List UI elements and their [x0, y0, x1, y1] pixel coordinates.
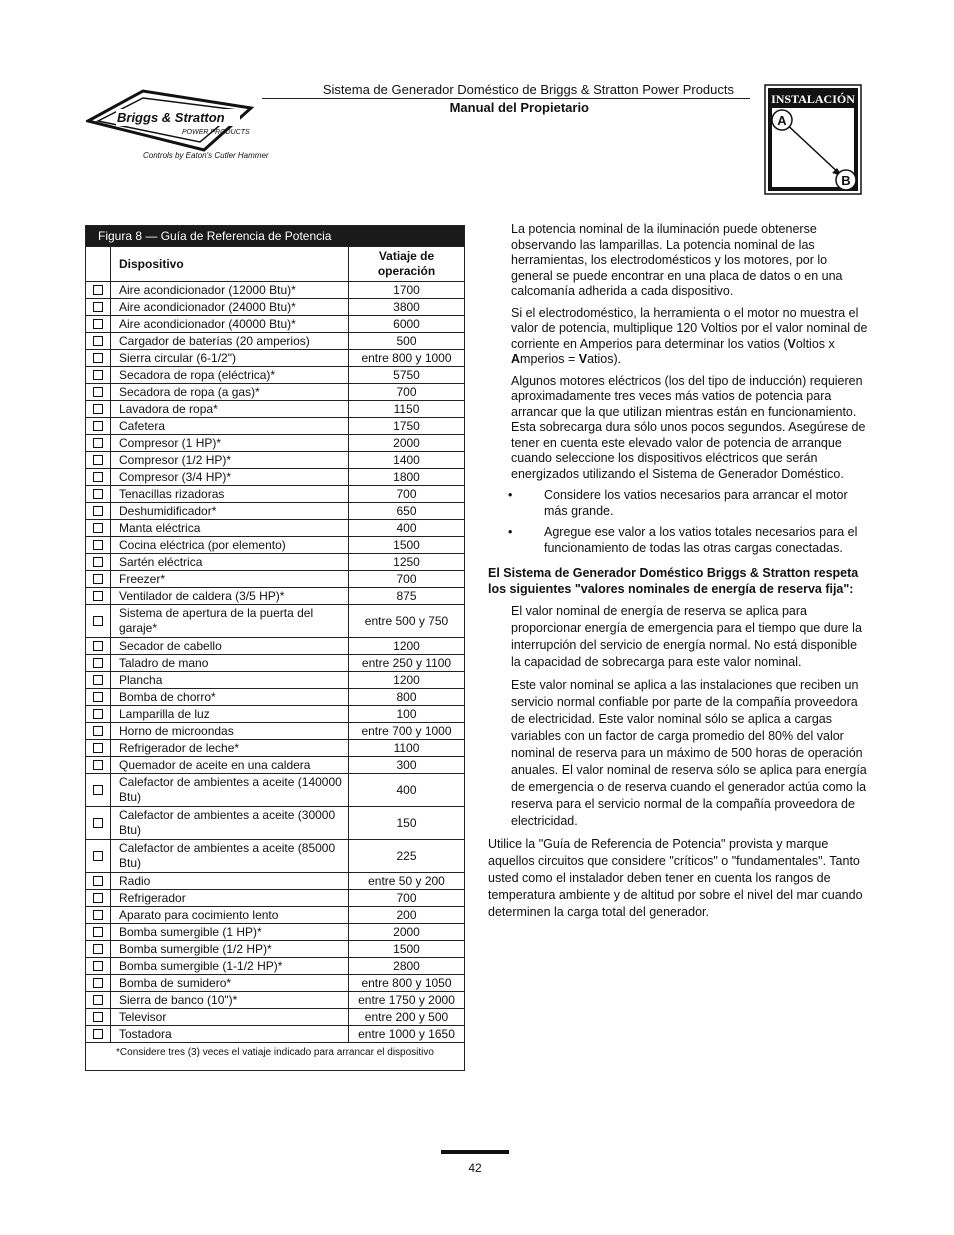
checkbox-icon[interactable] — [93, 489, 103, 499]
table-row — [86, 924, 464, 941]
device-cell: Plancha — [111, 672, 349, 689]
table-row — [86, 992, 464, 1009]
table-row — [86, 873, 464, 890]
device-cell: Radio — [111, 873, 349, 890]
checkbox-cell — [86, 1026, 111, 1043]
checkbox-cell — [86, 469, 111, 486]
checkbox-cell — [86, 452, 111, 469]
checkbox-cell — [86, 520, 111, 537]
checkbox-cell — [86, 1009, 111, 1026]
table-row — [86, 384, 464, 401]
device-cell: Horno de microondas — [111, 723, 349, 740]
table-row — [86, 452, 464, 469]
device-cell: Compresor (1/2 HP)* — [111, 452, 349, 469]
checkbox-icon[interactable] — [93, 387, 103, 397]
table-row — [86, 299, 464, 316]
table-row — [86, 350, 464, 367]
checkbox-cell — [86, 924, 111, 941]
watts-cell: 1800 — [349, 469, 465, 486]
device-cell: Bomba sumergible (1 HP)* — [111, 924, 349, 941]
table-row — [86, 638, 464, 655]
device-cell: Refrigerador — [111, 890, 349, 907]
bullet-item: • Considere los vatios necesarios para arrancar el motor más grande. — [508, 488, 848, 518]
device-cell: Aire acondicionador (40000 Btu)* — [111, 316, 349, 333]
watts-cell: 875 — [349, 588, 465, 605]
checkbox-icon[interactable] — [93, 421, 103, 431]
watts-cell: 700 — [349, 486, 465, 503]
watts-cell: 2000 — [349, 924, 465, 941]
table-row — [86, 401, 464, 418]
checkbox-icon[interactable] — [93, 353, 103, 363]
device-cell: Tenacillas rizadoras — [111, 486, 349, 503]
checkbox-cell — [86, 554, 111, 571]
device-cell: Tostadora — [111, 1026, 349, 1043]
checkbox-cell — [86, 435, 111, 452]
watts-cell: 400 — [349, 520, 465, 537]
paragraph-usage: Utilice la "Guía de Referencia de Potencia" provista y marque aquellos circuitos que considere "críticos" o "fundamentales". Tanto usted como el instalador deben tener en cuenta los rangos de temperatura ambiente y de altitud por sobre el nivel del mar cuando determinen la carga total del generador. — [488, 837, 863, 919]
watts-cell: 500 — [349, 333, 465, 350]
table-row — [86, 1026, 464, 1043]
checkbox-icon[interactable] — [93, 557, 103, 567]
checkbox-cell — [86, 975, 111, 992]
table-row — [86, 655, 464, 672]
checkbox-cell — [86, 958, 111, 975]
checkbox-icon[interactable] — [93, 944, 103, 954]
bullet-icon: • — [508, 488, 513, 502]
checkbox-icon[interactable] — [93, 910, 103, 920]
watts-cell: 1200 — [349, 638, 465, 655]
checkbox-cell — [86, 907, 111, 924]
device-cell: Quemador de aceite en una caldera — [111, 757, 349, 774]
checkbox-icon[interactable] — [93, 574, 103, 584]
table-header-row — [86, 247, 464, 282]
device-cell: Bomba sumergible (1/2 HP)* — [111, 941, 349, 958]
device-cell: Lamparilla de luz — [111, 706, 349, 723]
checkbox-icon[interactable] — [93, 851, 103, 861]
checkbox-cell — [86, 537, 111, 554]
checkbox-icon[interactable] — [93, 404, 103, 414]
checkbox-cell — [86, 418, 111, 435]
watts-cell: entre 250 y 1100 — [349, 655, 465, 672]
watts-cell: 1250 — [349, 554, 465, 571]
table-row — [86, 605, 464, 638]
device-cell: Secadora de ropa (eléctrica)* — [111, 367, 349, 384]
device-cell: Refrigerador de leche* — [111, 740, 349, 757]
watts-cell: entre 1750 y 2000 — [349, 992, 465, 1009]
device-cell: Calefactor de ambientes a aceite (30000 Btu) — [111, 807, 349, 840]
checkbox-cell — [86, 605, 111, 638]
checkbox-icon[interactable] — [93, 675, 103, 685]
checkbox-cell — [86, 757, 111, 774]
checkbox-icon[interactable] — [93, 370, 103, 380]
table-row — [86, 757, 464, 774]
device-cell: Calefactor de ambientes a aceite (140000 Btu) — [111, 774, 349, 807]
device-cell: Calefactor de ambientes a aceite (85000 Btu) — [111, 840, 349, 873]
watts-cell: 1750 — [349, 418, 465, 435]
checkbox-icon[interactable] — [93, 726, 103, 736]
body-text-column — [488, 222, 868, 927]
installation-label: INSTALACIÓN — [771, 92, 855, 106]
table-row — [86, 554, 464, 571]
watts-cell: 300 — [349, 757, 465, 774]
table-row — [86, 907, 464, 924]
checkbox-icon[interactable] — [93, 523, 103, 533]
page-number: 42 — [468, 1161, 482, 1175]
device-cell: Televisor — [111, 1009, 349, 1026]
checkbox-cell — [86, 503, 111, 520]
checkbox-icon[interactable] — [93, 961, 103, 971]
paragraph-standby: El valor nominal de energía de reserva se aplica para proporcionar energía de emergencia para el tiempo que dure la interrupción del servicio de energía normal. No está disponible la capacidad de sobrecarga para este valor nominal. — [511, 604, 862, 669]
table-row — [86, 723, 464, 740]
checkbox-cell — [86, 740, 111, 757]
checkbox-cell — [86, 316, 111, 333]
checkbox-cell — [86, 367, 111, 384]
device-cell: Sartén eléctrica — [111, 554, 349, 571]
checkbox-cell — [86, 655, 111, 672]
device-cell: Sierra circular (6-1/2") — [111, 350, 349, 367]
table-row — [86, 469, 464, 486]
watts-cell: entre 800 y 1000 — [349, 350, 465, 367]
table-row — [86, 367, 464, 384]
checkbox-icon[interactable] — [93, 785, 103, 795]
table-row — [86, 571, 464, 588]
watts-cell: 6000 — [349, 316, 465, 333]
watts-cell: entre 50 y 200 — [349, 873, 465, 890]
checkbox-cell — [86, 807, 111, 840]
device-cell: Compresor (3/4 HP)* — [111, 469, 349, 486]
watts-cell: 1400 — [349, 452, 465, 469]
watts-cell: 700 — [349, 384, 465, 401]
checkbox-cell — [86, 689, 111, 706]
device-cell: Bomba sumergible (1-1/2 HP)* — [111, 958, 349, 975]
power-reference-table — [85, 225, 465, 1071]
device-cell: Compresor (1 HP)* — [111, 435, 349, 452]
header-subtitle: Manual del Propietario — [449, 100, 589, 115]
watts-cell: 1500 — [349, 941, 465, 958]
table-row — [86, 941, 464, 958]
table-row — [86, 807, 464, 840]
table-row — [86, 520, 464, 537]
table-footnote: *Considere tres (3) veces el vatiaje indicado para arrancar el dispositivo — [116, 1047, 434, 1058]
checkbox-icon[interactable] — [93, 1012, 103, 1022]
checkbox-cell — [86, 299, 111, 316]
logo-tagline: Controls by Eaton's Cutler Hammer — [143, 151, 269, 160]
device-cell: Aparato para cocimiento lento — [111, 907, 349, 924]
checkbox-cell — [86, 840, 111, 873]
checkbox-cell — [86, 333, 111, 350]
watts-cell: 800 — [349, 689, 465, 706]
checkbox-icon[interactable] — [93, 658, 103, 668]
watts-cell: 1200 — [349, 672, 465, 689]
header-rule — [262, 98, 750, 99]
point-b-label: B — [841, 173, 851, 188]
checkbox-cell — [86, 941, 111, 958]
checkbox-cell — [86, 282, 111, 299]
watts-cell: 2800 — [349, 958, 465, 975]
checkbox-icon[interactable] — [93, 709, 103, 719]
watts-cell: entre 200 y 500 — [349, 1009, 465, 1026]
watts-cell: 100 — [349, 706, 465, 723]
device-cell: Sistema de apertura de la puerta del garaje* — [111, 605, 349, 638]
checkbox-icon[interactable] — [93, 319, 103, 329]
watts-cell: 400 — [349, 774, 465, 807]
device-cell: Sierra de banco (10")* — [111, 992, 349, 1009]
checkbox-cell — [86, 588, 111, 605]
table-row — [86, 537, 464, 554]
checkbox-icon[interactable] — [93, 302, 103, 312]
watts-cell: 700 — [349, 890, 465, 907]
checkbox-cell — [86, 706, 111, 723]
checkbox-cell — [86, 571, 111, 588]
device-cell: Bomba de sumidero* — [111, 975, 349, 992]
paragraph-volts-amps: Si el electrodoméstico, la herramienta o el motor no muestra el valor de potencia, multiplique 120 Voltios por el valor nominal de corriente en Amperios para determinar los vatios (Voltios x Amperios = Vatios). — [511, 305, 868, 366]
table-row — [86, 975, 464, 992]
checkbox-icon[interactable] — [93, 641, 103, 651]
checkbox-cell — [86, 486, 111, 503]
device-cell: Lavadora de ropa* — [111, 401, 349, 418]
bullet-icon: • — [508, 525, 513, 539]
table-row — [86, 672, 464, 689]
device-cell: Manta eléctrica — [111, 520, 349, 537]
page-number-bar — [441, 1150, 509, 1154]
watts-cell: entre 1000 y 1650 — [349, 1026, 465, 1043]
watts-cell: 1100 — [349, 740, 465, 757]
checkbox-icon[interactable] — [93, 591, 103, 601]
table-row — [86, 1009, 464, 1026]
watts-cell: 1500 — [349, 537, 465, 554]
device-cell: Bomba de chorro* — [111, 689, 349, 706]
watts-cell: 200 — [349, 907, 465, 924]
checkbox-cell — [86, 873, 111, 890]
watts-cell: 700 — [349, 571, 465, 588]
installation-icon — [764, 84, 862, 195]
checkbox-icon[interactable] — [93, 893, 103, 903]
table-row — [86, 890, 464, 907]
checkbox-icon[interactable] — [93, 472, 103, 482]
column-header-device: Dispositivo — [111, 247, 349, 282]
checkbox-cell — [86, 992, 111, 1009]
table-row — [86, 418, 464, 435]
device-cell: Secador de cabello — [111, 638, 349, 655]
checkbox-icon[interactable] — [93, 743, 103, 753]
table-row — [86, 503, 464, 520]
checkbox-icon[interactable] — [93, 506, 103, 516]
device-cell: Cafetera — [111, 418, 349, 435]
checkbox-cell — [86, 638, 111, 655]
checkbox-cell — [86, 384, 111, 401]
table-row — [86, 282, 464, 299]
checkbox-cell — [86, 672, 111, 689]
checkbox-icon[interactable] — [93, 995, 103, 1005]
table-row — [86, 486, 464, 503]
watts-cell: 150 — [349, 807, 465, 840]
checkbox-icon[interactable] — [93, 927, 103, 937]
checkbox-icon[interactable] — [93, 438, 103, 448]
checkbox-icon[interactable] — [93, 876, 103, 886]
bullet-item: • Agregue ese valor a los vatios totales necesarios para el funcionamiento de todas las otras cargas conectadas. — [508, 525, 858, 555]
column-header-watts: Vatiaje de operación — [349, 247, 465, 282]
device-cell: Deshumidificador* — [111, 503, 349, 520]
checkbox-cell — [86, 723, 111, 740]
paragraph-lighting: La potencia nominal de la iluminación puede obtenerse observando las lamparillas. La potencia nominal de las herramientas, los electrodomésticos y los motores, por lo general se puede encontrar en una placa de datos o en una calcomanía adherida a cada dispositivo. — [511, 222, 843, 298]
header-title: Sistema de Generador Doméstico de Briggs & Stratton Power Products — [322, 82, 734, 97]
table-row — [86, 840, 464, 873]
watts-cell: 1700 — [349, 282, 465, 299]
checkbox-icon[interactable] — [93, 336, 103, 346]
logo-product-line: POWER PRODUCTS — [182, 129, 250, 136]
logo-brand-text: Briggs & Stratton — [117, 110, 225, 125]
watts-cell: 2000 — [349, 435, 465, 452]
device-cell: Aire acondicionador (12000 Btu)* — [111, 282, 349, 299]
watts-cell: entre 800 y 1050 — [349, 975, 465, 992]
checkbox-cell — [86, 350, 111, 367]
checkbox-icon[interactable] — [93, 978, 103, 988]
reference-table — [86, 246, 464, 1043]
watts-cell: 225 — [349, 840, 465, 873]
watts-cell: entre 700 y 1000 — [349, 723, 465, 740]
header-checkbox-cell — [86, 247, 111, 282]
checkbox-icon[interactable] — [93, 760, 103, 770]
table-caption: Figura 8 — Guía de Referencia de Potencia — [86, 226, 464, 246]
checkbox-icon[interactable] — [93, 540, 103, 550]
device-cell: Ventilador de caldera (3/5 HP)* — [111, 588, 349, 605]
device-cell: Taladro de mano — [111, 655, 349, 672]
checkbox-icon[interactable] — [93, 616, 103, 626]
table-row — [86, 316, 464, 333]
watts-cell: 5750 — [349, 367, 465, 384]
device-cell: Cargador de baterías (20 amperios) — [111, 333, 349, 350]
checkbox-cell — [86, 401, 111, 418]
checkbox-icon[interactable] — [93, 818, 103, 828]
table-row — [86, 958, 464, 975]
paragraph-motors: Algunos motores eléctricos (los del tipo de inducción) requieren aproximadamente tres veces más vatios de potencia para arrancar que la que utilizan mientras están en funcionamiento. Esta sobrecarga dura sólo unos pocos segundos. Asegúrese de tener en cuenta este elevado valor de potencia de arranque cuando seleccione los dispositivos eléctricos que serán energizados utilizando el Sistema de Generador Doméstico. — [511, 373, 866, 481]
checkbox-cell — [86, 774, 111, 807]
device-cell: Cocina eléctrica (por elemento) — [111, 537, 349, 554]
checkbox-cell — [86, 890, 111, 907]
checkbox-icon[interactable] — [93, 285, 103, 295]
paragraph-standby-rating: Este valor nominal se aplica a las instalaciones que reciben un servicio normal confiable por parte de la compañía proveedora de electricidad. Este valor nominal sólo se aplica a cargas variables con un factor de carga promedio del 80% del valor nominal de reserva para un máximo de 500 horas de operación anuales. El valor nominal de reserva sólo se aplica para energía de emergencia o de reserva cuando el generador actúa como la reserva para el servicio normal de la compañía proveedora de electricidad. — [511, 678, 867, 828]
watts-cell: 3800 — [349, 299, 465, 316]
table-row — [86, 588, 464, 605]
section-heading: El Sistema de Generador Doméstico Briggs & Stratton respeta los siguientes "valores nominales de energía de reserva fija": — [488, 566, 859, 596]
table-row — [86, 435, 464, 452]
watts-cell: 650 — [349, 503, 465, 520]
table-row — [86, 689, 464, 706]
watts-cell: 1150 — [349, 401, 465, 418]
table-row — [86, 333, 464, 350]
table-row — [86, 706, 464, 723]
point-a-label: A — [777, 113, 787, 128]
checkbox-icon[interactable] — [93, 1029, 103, 1039]
device-cell: Freezer* — [111, 571, 349, 588]
watts-cell: entre 500 y 750 — [349, 605, 465, 638]
device-cell: Secadora de ropa (a gas)* — [111, 384, 349, 401]
device-cell: Aire acondicionador (24000 Btu)* — [111, 299, 349, 316]
checkbox-icon[interactable] — [93, 455, 103, 465]
table-row — [86, 740, 464, 757]
table-row — [86, 774, 464, 807]
checkbox-icon[interactable] — [93, 692, 103, 702]
